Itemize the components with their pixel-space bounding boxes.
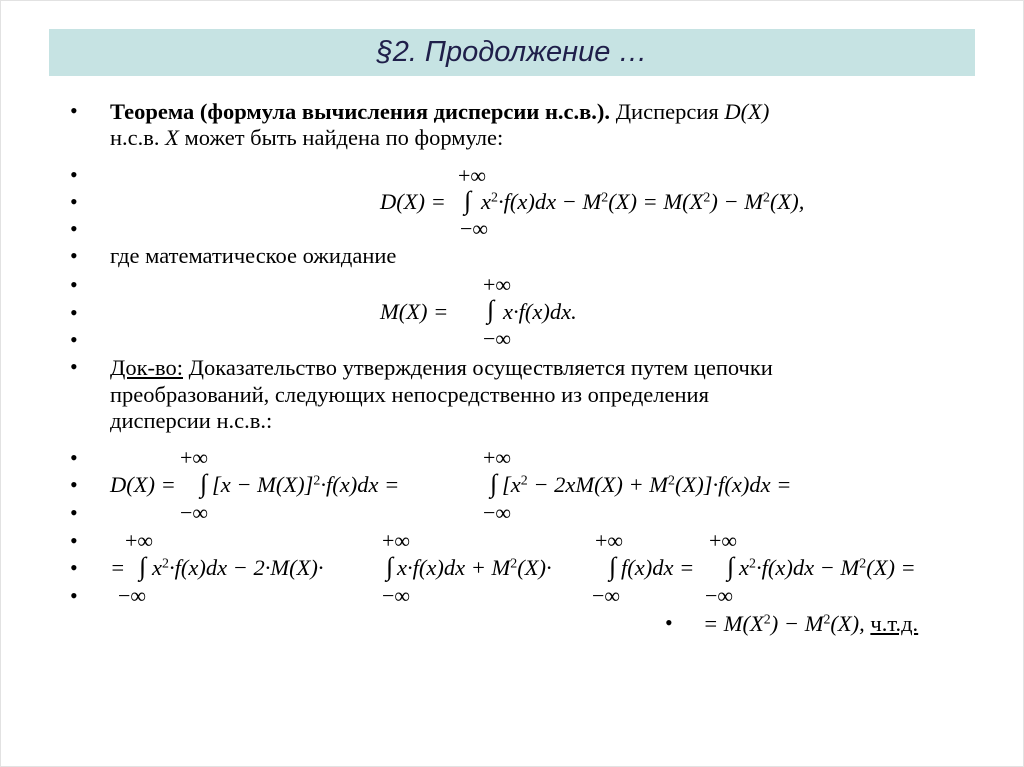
integral-lower-limit: −∞ <box>483 500 512 525</box>
exponent: 2 <box>749 556 756 572</box>
integral-sign: ∫ <box>609 552 617 581</box>
integral-lower-limit: −∞ <box>180 500 209 525</box>
exponent: 2 <box>763 190 770 206</box>
proof-line-3: дисперсии н.с.в.: <box>110 408 273 433</box>
theorem-var-x: X <box>165 125 179 150</box>
formula-text: ·f(x)dx = <box>320 472 400 497</box>
theorem-text: н.с.в. <box>110 125 166 150</box>
integral-upper-limit: +∞ <box>458 163 487 188</box>
bullet: • <box>70 243 78 268</box>
exponent: 2 <box>668 473 676 489</box>
conclusion <box>703 613 918 636</box>
derivation-row-1-part-b <box>502 474 791 497</box>
exponent: 2 <box>859 556 867 572</box>
integral-upper-limit: +∞ <box>483 272 512 297</box>
bullet: • <box>70 555 78 580</box>
integral-sign: ∫ <box>727 552 735 581</box>
bullet: • <box>70 300 78 325</box>
formula-text: M(X) = <box>380 299 449 324</box>
derivation-row-1-part-a <box>212 474 399 497</box>
integral-upper-limit: +∞ <box>709 528 738 553</box>
theorem-line-1 <box>110 101 769 124</box>
bullet: • <box>70 583 78 608</box>
expectation-formula-body <box>503 301 577 324</box>
proof-text: Доказательство утверждения осуществляется путем цепочки <box>183 355 773 380</box>
expectation-intro: где математическое ожидание <box>110 243 397 268</box>
proof-label: Док-во: <box>110 355 183 380</box>
formula-text: D(X) = <box>380 189 446 214</box>
exponent: 2 <box>601 190 609 206</box>
title-bar <box>49 29 975 76</box>
expectation-formula-lhs <box>380 301 448 324</box>
exponent: 2 <box>703 190 711 206</box>
formula-text: ·f(x)dx − 2·M(X)· <box>168 555 324 580</box>
formula-text: ·f(x)dx − M <box>755 555 860 580</box>
derivation-row-2-term-3 <box>621 557 694 580</box>
derivation-row-2-term-1 <box>152 557 323 580</box>
integral-sign: ∫ <box>139 552 147 581</box>
integral-lower-limit: −∞ <box>483 326 512 351</box>
variance-formula-lhs <box>380 191 446 214</box>
exponent: 2 <box>491 190 498 206</box>
integral-upper-limit: +∞ <box>382 528 411 553</box>
formula-text: x·f(x)dx + M <box>397 555 511 580</box>
exponent: 2 <box>823 612 831 628</box>
qed-mark: ч.т.д. <box>870 611 919 636</box>
exponent: 2 <box>313 473 321 489</box>
formula-text: ) − M <box>710 189 763 214</box>
bullet: • <box>70 472 78 497</box>
formula-text: x <box>152 555 162 580</box>
formula-text: (X) = <box>866 555 916 580</box>
bullet: • <box>70 272 78 297</box>
theorem-title: Теорема (формула вычисления дисперсии н.с.в.). <box>110 99 611 124</box>
formula-text: x·f(x)dx. <box>503 299 577 324</box>
integral-sign: ∫ <box>200 469 208 498</box>
formula-text: ) − M <box>770 611 824 636</box>
variance-formula-body <box>481 191 804 214</box>
theorem-dx: D(X) <box>724 99 770 124</box>
bullet: • <box>70 162 78 187</box>
theorem-line-2 <box>110 127 503 150</box>
theorem-text: может быть найдена по формуле: <box>178 125 504 150</box>
integral-lower-limit: −∞ <box>382 583 411 608</box>
derivation-row-2-eq <box>110 557 125 580</box>
proof-line-1 <box>110 357 773 380</box>
formula-text: = <box>110 555 126 580</box>
formula-text: D(X) = <box>110 472 176 497</box>
bullet: • <box>70 445 78 470</box>
derivation-row-2-term-4 <box>739 557 916 580</box>
bullet: • <box>70 528 78 553</box>
integral-sign: ∫ <box>464 186 472 215</box>
bullet: • <box>665 610 673 635</box>
formula-text: (X), <box>830 611 871 636</box>
formula-text: − 2xM(X) + M <box>527 472 669 497</box>
formula-text: ·f(x)dx − M <box>497 189 602 214</box>
formula-text: (X), <box>769 189 805 214</box>
integral-lower-limit: −∞ <box>592 583 621 608</box>
bullet: • <box>70 216 78 241</box>
exponent: 2 <box>763 612 771 628</box>
formula-text: (X)]·f(x)dx = <box>675 472 792 497</box>
bullet: • <box>70 500 78 525</box>
formula-text: = M(X <box>703 611 764 636</box>
integral-lower-limit: −∞ <box>705 583 734 608</box>
slide-title: §2. Продолжение … <box>376 36 648 68</box>
exponent: 2 <box>162 556 169 572</box>
formula-text: (X) = M(X <box>608 189 704 214</box>
integral-sign: ∫ <box>386 552 394 581</box>
integral-upper-limit: +∞ <box>180 445 209 470</box>
formula-text: [x <box>502 472 521 497</box>
proof-line-2: преобразований, следующих непосредственно из определения <box>110 382 709 407</box>
bullet: • <box>70 189 78 214</box>
theorem-text: Дисперсия <box>610 99 725 124</box>
integral-sign: ∫ <box>490 469 498 498</box>
bullet: • <box>70 327 78 352</box>
exponent: 2 <box>510 556 518 572</box>
integral-sign: ∫ <box>487 295 495 324</box>
derivation-row-1-lhs <box>110 474 176 497</box>
formula-text: (X)· <box>517 555 552 580</box>
formula-text: x <box>481 189 491 214</box>
formula-text: [x − M(X)] <box>212 472 314 497</box>
formula-text: x <box>739 555 749 580</box>
integral-upper-limit: +∞ <box>483 445 512 470</box>
bullet: • <box>70 98 78 123</box>
integral-lower-limit: −∞ <box>460 216 489 241</box>
bullet: • <box>70 354 78 379</box>
integral-upper-limit: +∞ <box>595 528 624 553</box>
exponent: 2 <box>520 473 528 489</box>
formula-text: f(x)dx = <box>621 555 695 580</box>
integral-upper-limit: +∞ <box>125 528 154 553</box>
integral-lower-limit: −∞ <box>118 583 147 608</box>
derivation-row-2-term-2 <box>397 557 552 580</box>
